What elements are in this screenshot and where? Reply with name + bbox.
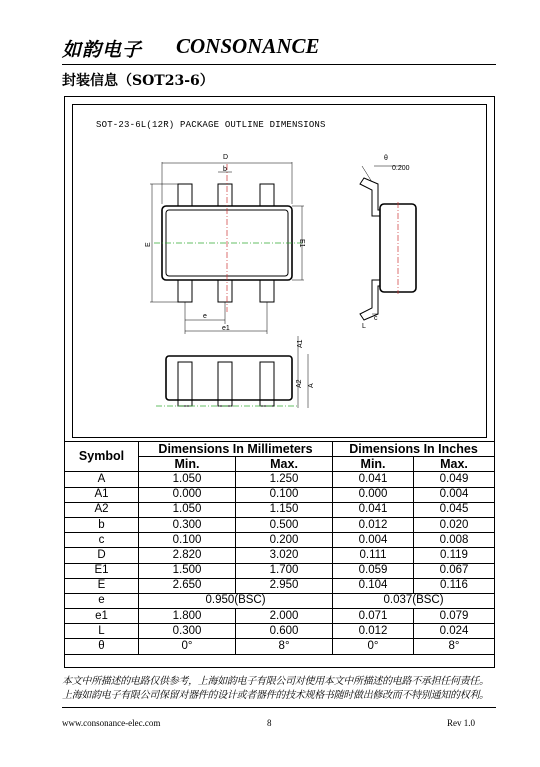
- lead: [178, 184, 192, 206]
- dimensions-table: [64, 441, 495, 655]
- table-cell: 0.012: [333, 517, 414, 532]
- front-body: [166, 356, 292, 400]
- table-cell: 0.004: [414, 487, 495, 502]
- lead: [218, 184, 232, 206]
- brand-chinese: 如韵电子: [62, 39, 143, 61]
- table-cell: b: [65, 517, 139, 532]
- table-cell: 0.119: [414, 548, 495, 563]
- footer-url[interactable]: www.consonance-elec.com: [62, 718, 161, 728]
- table-cell: E1: [65, 563, 139, 578]
- header-symbol: Symbol: [65, 442, 139, 472]
- disclaimer-note-2: 上海如韵电子有限公司保留对器件的设计或者器件的技术规格书随时做出修改而不特别通知的权利。: [62, 690, 489, 701]
- table-row: [65, 502, 495, 517]
- table-cell: A: [65, 472, 139, 487]
- table-row: [65, 533, 495, 548]
- table-cell: 0.071: [333, 609, 414, 624]
- table-cell: 0.020: [414, 517, 495, 532]
- label-c: c: [374, 315, 378, 322]
- table-cell: 1.500: [139, 563, 236, 578]
- table-cell: e: [65, 593, 139, 608]
- side-view: [360, 166, 416, 320]
- header-max-in: Max.: [414, 457, 495, 472]
- table-cell: 1.150: [236, 502, 333, 517]
- label-theta: θ: [384, 155, 388, 162]
- brand-english: CONSONANCE: [176, 34, 320, 58]
- table-cell: 0.024: [414, 624, 495, 639]
- table-cell: 0.950(BSC): [139, 593, 333, 608]
- table-row: [65, 624, 495, 639]
- table-cell: 0.116: [414, 578, 495, 593]
- footer-revision: Rev 1.0: [447, 718, 475, 728]
- drawing-title: SOT-23-6L(12R) PACKAGE OUTLINE DIMENSIONS: [96, 120, 326, 130]
- lead: [178, 280, 192, 302]
- label-L: L: [362, 323, 366, 330]
- table-row: [65, 548, 495, 563]
- table-cell: 0.004: [333, 533, 414, 548]
- table-cell: 0.104: [333, 578, 414, 593]
- label-E: E: [145, 242, 152, 247]
- lead: [260, 184, 274, 206]
- table-cell: 2.650: [139, 578, 236, 593]
- table-cell: θ: [65, 639, 139, 654]
- lead: [260, 280, 274, 302]
- label-A: A: [308, 383, 315, 388]
- table-row: [65, 563, 495, 578]
- table-cell: 1.050: [139, 472, 236, 487]
- table-cell: 0.012: [333, 624, 414, 639]
- table-cell: 8°: [414, 639, 495, 654]
- header-max-mm: Max.: [236, 457, 333, 472]
- table-cell: 1.700: [236, 563, 333, 578]
- lead-profile-top: [360, 178, 380, 216]
- table-row: [65, 578, 495, 593]
- table-cell: 0.000: [139, 487, 236, 502]
- table-cell: 0.049: [414, 472, 495, 487]
- header-inches: Dimensions In Inches: [333, 442, 495, 457]
- table-cell: 2.000: [236, 609, 333, 624]
- table-cell: 0.300: [139, 517, 236, 532]
- label-e: e: [203, 313, 207, 320]
- header-min-mm: Min.: [139, 457, 236, 472]
- table-cell: 1.250: [236, 472, 333, 487]
- table-cell: L: [65, 624, 139, 639]
- table-cell: 0.000: [333, 487, 414, 502]
- table-cell: 0.041: [333, 502, 414, 517]
- table-cell: 0.111: [333, 548, 414, 563]
- table-row: [65, 593, 495, 608]
- table-cell: 0.041: [333, 472, 414, 487]
- table-cell: 0.067: [414, 563, 495, 578]
- table-row: [65, 517, 495, 532]
- lead: [218, 280, 232, 302]
- header-rule: [62, 64, 496, 65]
- table-cell: 3.020: [236, 548, 333, 563]
- table-cell: 0.500: [236, 517, 333, 532]
- label-E1: E1: [298, 239, 305, 248]
- table-cell: c: [65, 533, 139, 548]
- table-cell: 1.050: [139, 502, 236, 517]
- table-cell: 0°: [333, 639, 414, 654]
- table-cell: 0.037(BSC): [333, 593, 495, 608]
- front-view: [156, 336, 308, 408]
- table-cell: D: [65, 548, 139, 563]
- table-cell: A2: [65, 502, 139, 517]
- table-cell: 0.200: [236, 533, 333, 548]
- table-cell: 0.300: [139, 624, 236, 639]
- table-row: [65, 487, 495, 502]
- header-millimeters: Dimensions In Millimeters: [139, 442, 333, 457]
- header-min-in: Min.: [333, 457, 414, 472]
- section-title: 封装信息（SOT23-6）: [62, 73, 214, 89]
- table-cell: E: [65, 578, 139, 593]
- table-row: [65, 609, 495, 624]
- disclaimer-note-1: 本文中所描述的电路仅供参考，上海如韵电子有限公司对使用本文中所描述的电路不承担任何责任。: [62, 676, 489, 687]
- footer-rule: [62, 707, 496, 708]
- table-cell: 0.100: [236, 487, 333, 502]
- label-b: b: [223, 166, 227, 173]
- label-A2: A2: [296, 379, 303, 388]
- package-outline-drawing: [72, 104, 487, 438]
- table-cell: 0.059: [333, 563, 414, 578]
- table-cell: 2.820: [139, 548, 236, 563]
- table-cell: 0.079: [414, 609, 495, 624]
- label-A1: A1: [297, 339, 304, 348]
- table-cell: 2.950: [236, 578, 333, 593]
- table-cell: A1: [65, 487, 139, 502]
- table-cell: 0°: [139, 639, 236, 654]
- table-cell: 0.008: [414, 533, 495, 548]
- table-cell: 0.045: [414, 502, 495, 517]
- table-cell: 1.800: [139, 609, 236, 624]
- table-cell: 8°: [236, 639, 333, 654]
- table-cell: e1: [65, 609, 139, 624]
- table-cell: 0.100: [139, 533, 236, 548]
- top-view: [150, 162, 304, 334]
- table-row: [65, 472, 495, 487]
- label-gauge: 0.200: [392, 165, 410, 172]
- table-cell: 0.600: [236, 624, 333, 639]
- table-row: [65, 639, 495, 654]
- footer-page-number: 8: [267, 718, 272, 728]
- label-e1: e1: [222, 325, 230, 332]
- label-D: D: [223, 154, 229, 161]
